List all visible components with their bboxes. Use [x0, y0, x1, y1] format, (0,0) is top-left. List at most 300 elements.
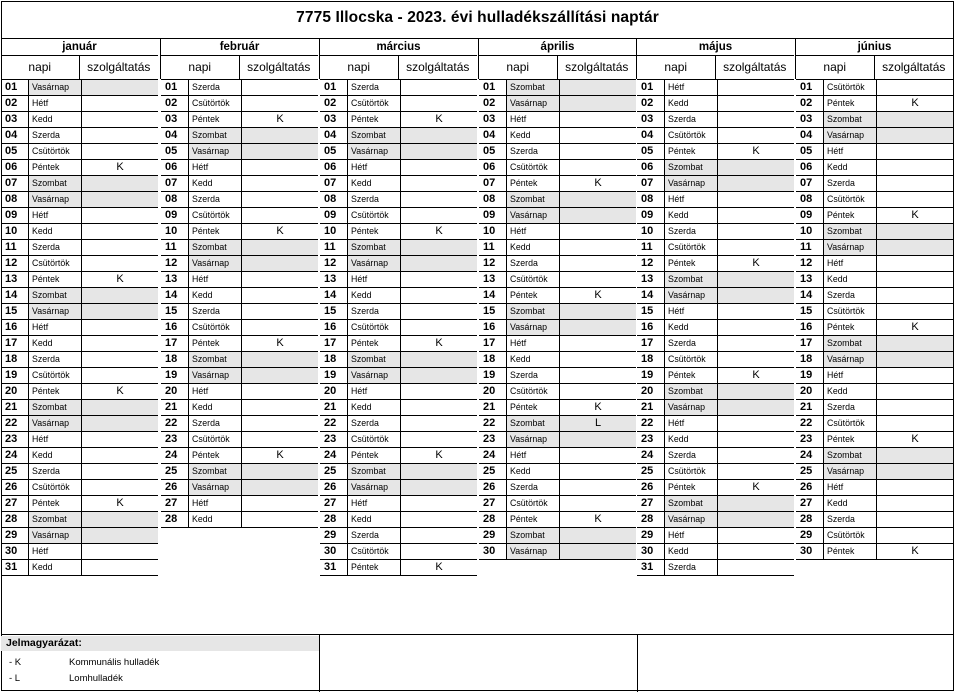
service-cell	[718, 224, 794, 239]
weekday-label: Vasárnap	[664, 288, 718, 303]
weekday-label: Hétf	[823, 144, 877, 159]
day-row	[796, 528, 953, 544]
day-row	[796, 160, 953, 176]
day-number: 27	[5, 497, 18, 509]
day-row	[1, 480, 158, 496]
service-cell	[560, 352, 636, 367]
day-row	[1, 240, 158, 256]
service-cell	[560, 432, 636, 447]
day-row	[161, 160, 318, 176]
day-row	[320, 528, 477, 544]
day-row	[479, 176, 636, 192]
day-list	[637, 79, 794, 576]
day-row	[479, 272, 636, 288]
daily-header: napi	[796, 56, 875, 79]
day-row	[637, 464, 794, 480]
day-number: 07	[800, 177, 813, 189]
day-row	[796, 320, 953, 336]
day-number: 25	[800, 465, 813, 477]
weekday-label: Vasárnap	[347, 368, 401, 383]
day-number: 12	[165, 257, 178, 269]
day-row	[320, 400, 477, 416]
weekday-label: Hétf	[347, 496, 401, 511]
weekday-label: Csütörtök	[28, 368, 82, 383]
service-cell	[877, 480, 953, 495]
service-cell	[560, 128, 636, 143]
day-row	[320, 224, 477, 240]
weekday-label: Kedd	[506, 240, 560, 255]
day-row	[479, 112, 636, 128]
weekday-label: Csütörtök	[664, 128, 718, 143]
weekday-label: Csütörtök	[28, 144, 82, 159]
day-number: 29	[483, 529, 496, 541]
day-row	[1, 416, 158, 432]
service-cell	[877, 192, 953, 207]
day-number: 03	[641, 113, 654, 125]
day-number: 05	[165, 145, 178, 157]
day-number: 27	[165, 497, 178, 509]
day-row	[161, 400, 318, 416]
day-row	[161, 496, 318, 512]
weekday-label: Péntek	[664, 368, 718, 383]
day-number: 09	[5, 209, 18, 221]
day-row	[637, 336, 794, 352]
day-row	[637, 256, 794, 272]
day-number: 14	[324, 289, 337, 301]
day-number: 08	[483, 193, 496, 205]
day-number: 18	[324, 353, 337, 365]
day-number: 11	[800, 241, 812, 253]
column-header-row	[796, 56, 953, 79]
day-row	[1, 80, 158, 96]
day-row	[796, 224, 953, 240]
weekday-label: Szombat	[506, 192, 560, 207]
service-cell	[718, 400, 794, 415]
service-cell	[82, 288, 158, 303]
service-cell: K	[752, 369, 760, 381]
day-number: 22	[641, 417, 654, 429]
day-number: 23	[483, 433, 496, 445]
day-list	[320, 79, 477, 576]
weekday-label: Csütörtök	[823, 304, 877, 319]
service-cell	[401, 384, 477, 399]
weekday-label: Csütörtök	[188, 96, 242, 111]
day-row	[1, 144, 158, 160]
page-title: 7775 Illocska - 2023. évi hulladékszállítási naptár	[296, 9, 659, 26]
service-cell: K	[594, 177, 602, 189]
weekday-label: Szombat	[188, 464, 242, 479]
day-number: 12	[5, 257, 18, 269]
day-row	[479, 224, 636, 240]
weekday-label: Kedd	[347, 288, 401, 303]
service-cell	[718, 464, 794, 479]
day-row	[796, 304, 953, 320]
day-row	[637, 512, 794, 528]
service-cell	[82, 240, 158, 255]
weekday-label: Szombat	[28, 288, 82, 303]
service-cell	[401, 544, 477, 559]
weekday-label: Kedd	[347, 176, 401, 191]
service-cell: K	[276, 449, 284, 461]
day-row	[796, 464, 953, 480]
month-name: január	[1, 39, 158, 56]
weekday-label: Szombat	[347, 464, 401, 479]
weekday-label: Péntek	[506, 288, 560, 303]
service-cell	[718, 448, 794, 463]
legend-title: Jelmagyarázat:	[1, 636, 319, 651]
service-cell	[401, 304, 477, 319]
service-cell	[401, 256, 477, 271]
day-number: 01	[5, 81, 18, 93]
service-cell	[82, 208, 158, 223]
legend-divider	[319, 635, 320, 692]
day-number: 17	[800, 337, 813, 349]
service-header: szolgáltatás	[882, 60, 946, 74]
daily-header: napi	[637, 56, 716, 79]
day-number: 25	[324, 465, 337, 477]
month-name: május	[637, 39, 794, 56]
day-row	[1, 400, 158, 416]
day-number: 25	[165, 465, 178, 477]
service-cell: K	[435, 113, 443, 125]
service-cell	[401, 320, 477, 335]
day-number: 27	[800, 497, 813, 509]
day-number: 01	[800, 81, 813, 93]
service-cell: K	[276, 225, 284, 237]
weekday-label: Kedd	[347, 512, 401, 527]
day-row	[320, 160, 477, 176]
day-number: 20	[483, 385, 496, 397]
day-number: 10	[800, 225, 813, 237]
service-cell	[560, 112, 636, 127]
service-cell	[242, 144, 318, 159]
day-number: 15	[324, 305, 337, 317]
day-number: 22	[324, 417, 337, 429]
day-number: 16	[483, 321, 496, 333]
weekday-label: Vasárnap	[188, 480, 242, 495]
day-number: 17	[324, 337, 337, 349]
day-row	[796, 192, 953, 208]
day-number: 08	[324, 193, 337, 205]
day-number: 22	[800, 417, 813, 429]
day-row	[637, 80, 794, 96]
day-row	[637, 288, 794, 304]
day-number: 14	[800, 289, 813, 301]
day-number: 28	[5, 513, 18, 525]
day-number: 11	[165, 241, 177, 253]
weekday-label: Szerda	[823, 512, 877, 527]
day-row	[796, 272, 953, 288]
day-row	[320, 512, 477, 528]
column-header-row	[161, 56, 318, 79]
weekday-label: Szombat	[664, 160, 718, 175]
service-cell	[718, 288, 794, 303]
weekday-label: Kedd	[664, 544, 718, 559]
day-number: 28	[483, 513, 496, 525]
day-row	[1, 304, 158, 320]
day-row	[320, 352, 477, 368]
service-cell	[242, 352, 318, 367]
month-separator	[478, 39, 479, 79]
weekday-label: Péntek	[347, 112, 401, 127]
weekday-label: Kedd	[664, 208, 718, 223]
service-cell	[718, 192, 794, 207]
day-row	[161, 288, 318, 304]
service-cell	[401, 464, 477, 479]
service-cell	[401, 352, 477, 367]
day-row	[1, 432, 158, 448]
service-cell	[718, 96, 794, 111]
weekday-label: Szombat	[28, 176, 82, 191]
weekday-label: Péntek	[823, 96, 877, 111]
day-row	[479, 240, 636, 256]
day-number: 26	[483, 481, 496, 493]
service-cell	[242, 160, 318, 175]
day-row	[161, 432, 318, 448]
day-row	[479, 144, 636, 160]
service-cell	[82, 80, 158, 95]
month-separator	[319, 39, 320, 79]
weekday-label: Szerda	[188, 304, 242, 319]
service-cell	[877, 400, 953, 415]
weekday-label: Szerda	[823, 400, 877, 415]
weekday-label: Vasárnap	[28, 416, 82, 431]
service-cell	[560, 480, 636, 495]
day-number: 05	[641, 145, 654, 157]
service-cell	[82, 352, 158, 367]
day-row	[637, 432, 794, 448]
day-row	[637, 160, 794, 176]
day-row	[637, 96, 794, 112]
weekday-label: Vasárnap	[188, 368, 242, 383]
service-cell	[560, 96, 636, 111]
day-number: 08	[800, 193, 813, 205]
weekday-label: Szerda	[506, 368, 560, 383]
day-number: 03	[800, 113, 813, 125]
day-row	[637, 480, 794, 496]
day-row	[161, 256, 318, 272]
weekday-label: Hétf	[506, 336, 560, 351]
weekday-label: Péntek	[664, 144, 718, 159]
day-number: 08	[641, 193, 654, 205]
service-cell	[401, 192, 477, 207]
day-row	[479, 496, 636, 512]
weekday-label: Péntek	[28, 272, 82, 287]
day-row	[637, 192, 794, 208]
service-cell: K	[594, 513, 602, 525]
weekday-label: Csütörtök	[506, 160, 560, 175]
day-row	[637, 400, 794, 416]
day-number: 04	[641, 129, 654, 141]
service-cell	[560, 528, 636, 543]
weekday-label: Péntek	[506, 176, 560, 191]
day-number: 23	[641, 433, 654, 445]
weekday-label: Péntek	[347, 336, 401, 351]
day-number: 09	[165, 209, 178, 221]
day-row	[320, 384, 477, 400]
column-header-row	[637, 56, 794, 79]
day-row	[796, 352, 953, 368]
day-number: 07	[483, 177, 496, 189]
service-cell	[82, 256, 158, 271]
service-cell	[242, 176, 318, 191]
day-number: 29	[5, 529, 18, 541]
day-row	[1, 208, 158, 224]
day-number: 16	[5, 321, 18, 333]
day-number: 14	[483, 289, 496, 301]
weekday-label: Csütörtök	[664, 240, 718, 255]
day-number: 14	[641, 289, 654, 301]
day-row	[161, 208, 318, 224]
day-row	[161, 416, 318, 432]
service-cell	[242, 384, 318, 399]
service-cell	[560, 368, 636, 383]
day-number: 28	[324, 513, 337, 525]
month-name: február	[161, 39, 318, 56]
weekday-label: Szerda	[823, 288, 877, 303]
service-cell	[242, 368, 318, 383]
month-column	[161, 39, 318, 528]
day-row	[796, 208, 953, 224]
day-number: 14	[5, 289, 18, 301]
service-cell: K	[911, 321, 919, 333]
day-row	[1, 464, 158, 480]
weekday-label: Péntek	[28, 160, 82, 175]
weekday-label: Szombat	[664, 496, 718, 511]
day-row	[161, 368, 318, 384]
weekday-label: Szerda	[664, 336, 718, 351]
day-row	[1, 192, 158, 208]
day-number: 31	[324, 561, 337, 573]
weekday-label: Szerda	[506, 144, 560, 159]
service-cell: K	[435, 449, 443, 461]
weekday-label: Szerda	[188, 80, 242, 95]
day-number: 24	[483, 449, 496, 461]
service-cell	[877, 112, 953, 127]
day-number: 11	[641, 241, 653, 253]
service-cell	[401, 160, 477, 175]
weekday-label: Vasárnap	[823, 352, 877, 367]
day-number: 04	[165, 129, 178, 141]
weekday-label: Péntek	[823, 320, 877, 335]
daily-header: napi	[161, 56, 240, 79]
service-cell	[242, 208, 318, 223]
day-row	[1, 496, 158, 512]
day-number: 16	[800, 321, 813, 333]
day-number: 19	[483, 369, 496, 381]
day-row	[1, 112, 158, 128]
day-number: 02	[165, 97, 178, 109]
day-row	[796, 448, 953, 464]
day-number: 04	[800, 129, 813, 141]
weekday-label: Vasárnap	[506, 320, 560, 335]
weekday-label: Hétf	[28, 96, 82, 111]
day-number: 04	[324, 129, 337, 141]
weekday-label: Szombat	[506, 528, 560, 543]
weekday-label: Szerda	[188, 192, 242, 207]
weekday-label: Hétf	[664, 304, 718, 319]
weekday-label: Kedd	[188, 176, 242, 191]
day-list	[1, 79, 158, 576]
day-list	[796, 79, 953, 560]
service-cell	[82, 336, 158, 351]
service-cell: K	[752, 257, 760, 269]
weekday-label: Kedd	[664, 432, 718, 447]
service-cell	[242, 96, 318, 111]
weekday-label: Csütörtök	[347, 432, 401, 447]
day-number: 07	[5, 177, 18, 189]
service-cell	[242, 304, 318, 319]
day-row	[479, 416, 636, 432]
weekday-label: Szerda	[188, 416, 242, 431]
weekday-label: Vasárnap	[664, 512, 718, 527]
day-row	[796, 288, 953, 304]
day-row	[479, 208, 636, 224]
day-row	[796, 432, 953, 448]
weekday-label: Vasárnap	[28, 80, 82, 95]
weekday-label: Hétf	[347, 384, 401, 399]
weekday-label: Vasárnap	[506, 544, 560, 559]
weekday-label: Kedd	[823, 272, 877, 287]
weekday-label: Szerda	[28, 240, 82, 255]
day-row	[479, 192, 636, 208]
weekday-label: Szombat	[823, 112, 877, 127]
weekday-label: Csütörtök	[664, 464, 718, 479]
service-cell	[401, 432, 477, 447]
day-number: 22	[165, 417, 178, 429]
service-cell	[877, 352, 953, 367]
service-cell	[718, 112, 794, 127]
weekday-label: Hétf	[28, 432, 82, 447]
day-row	[161, 128, 318, 144]
service-cell	[560, 240, 636, 255]
service-cell	[82, 448, 158, 463]
service-cell	[242, 400, 318, 415]
service-cell	[560, 544, 636, 559]
weekday-label: Hétf	[823, 480, 877, 495]
service-cell	[560, 160, 636, 175]
day-row	[1, 176, 158, 192]
day-row	[637, 544, 794, 560]
service-cell	[877, 512, 953, 527]
day-number: 17	[5, 337, 18, 349]
legend	[1, 634, 954, 692]
weekday-label: Kedd	[347, 400, 401, 415]
service-cell	[242, 192, 318, 207]
day-number: 06	[324, 161, 337, 173]
day-row	[479, 352, 636, 368]
service-cell	[242, 80, 318, 95]
service-cell	[877, 496, 953, 511]
service-cell	[718, 128, 794, 143]
service-cell	[877, 176, 953, 191]
weekday-label: Hétf	[188, 272, 242, 287]
day-row	[161, 144, 318, 160]
day-row	[479, 288, 636, 304]
weekday-label: Szerda	[664, 224, 718, 239]
weekday-label: Kedd	[188, 512, 242, 527]
service-cell	[877, 224, 953, 239]
weekday-label: Szombat	[28, 512, 82, 527]
service-cell	[718, 512, 794, 527]
day-row	[1, 368, 158, 384]
day-number: 30	[5, 545, 18, 557]
service-cell	[877, 240, 953, 255]
day-number: 30	[800, 545, 813, 557]
daily-header: napi	[479, 56, 558, 79]
day-row	[796, 496, 953, 512]
day-row	[637, 368, 794, 384]
